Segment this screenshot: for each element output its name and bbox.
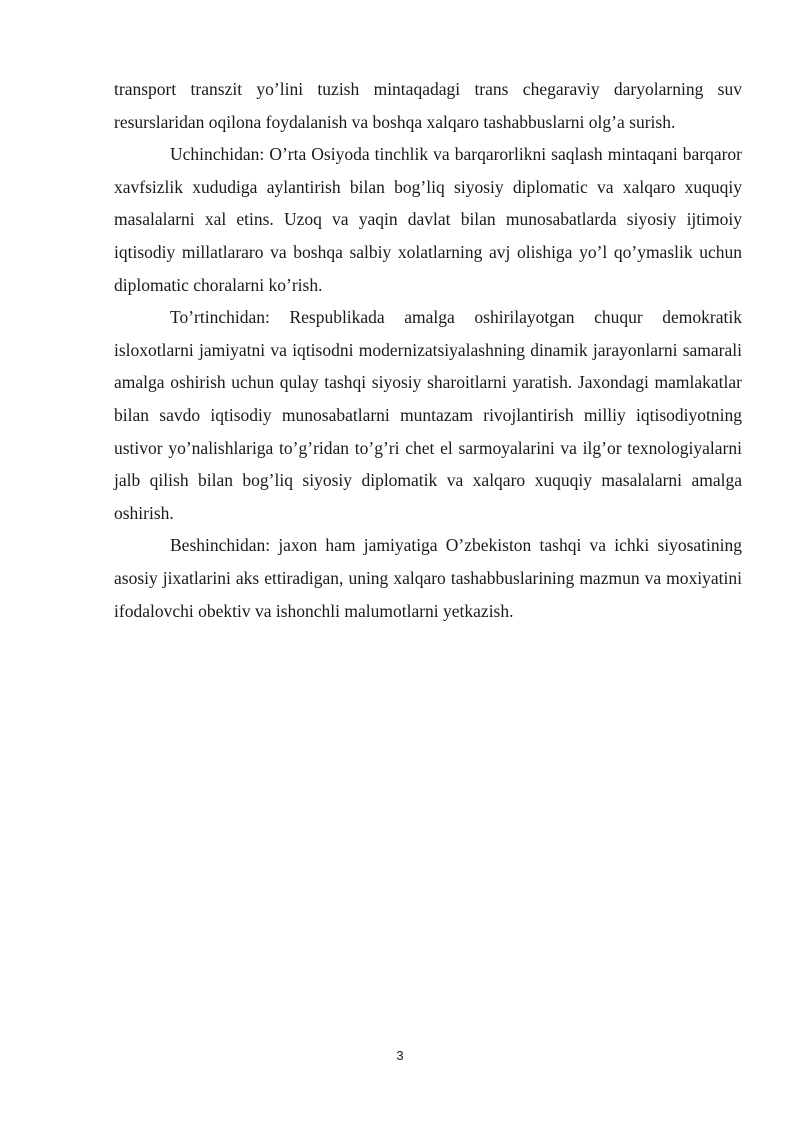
paragraph-uchinchidan: Uchinchidan: O’rta Osiyoda tinchlik va barqarorlikni saqlash mintaqani barqaror xavfsizlik xududiga aylantirish bilan bog’liq siyosiy diplomatic va xalqaro xuquqiy masalalarni xal etins. Uzoq va yaqin davlat bilan munosabatlarda siyosiy ijtimoiy iqtisodiy millatlararo va boshqa salbiy xolatlarning avj olishiga yo’l qo’ymaslik uchun diplomatic choralarni ko’rish. [114, 144, 742, 295]
body-text [114, 73, 742, 627]
page-number: 3 [396, 1048, 404, 1063]
paragraph-continuation: transport transzit yo’lini tuzish mintaqadagi trans chegaraviy daryolarning suv resurslaridan oqilona foydalanish va boshqa xalqaro tashabbuslarni olg’a surish. [114, 79, 742, 132]
paragraph-beshinchidan: Beshinchidan: jaxon ham jamiyatiga O’zbekiston tashqi va ichki siyosatining asosiy jixatlarini aks ettiradigan, uning xalqaro tashabbuslarining mazmun va moxiyatini ifodalovchi obektiv va ishonchli malumotlarni yetkazish. [114, 535, 742, 621]
paragraph-tortinchidan: To’rtinchidan: Respublikada amalga oshirilayotgan chuqur demokratik isloxotlarni jamiyatni va iqtisodni modernizatsiyalashning dinamik jarayonlarni samarali amalga oshirish uchun qulay tashqi siyosiy sharoitlarni yaratish. Jaxondagi mamlakatlar bilan savdo iqtisodiy munosabatlarni muntazam rivojlantirish milliy iqtisodiyotning ustivor yo’nalishlariga to’g’ridan to’g’ri chet el sarmoyalarini va ilg’or texnologiyalarni jalb qilish bilan bog’liq siyosiy diplomatik va xalqaro xuquqiy masalalarni amalga oshirish. [114, 307, 742, 523]
